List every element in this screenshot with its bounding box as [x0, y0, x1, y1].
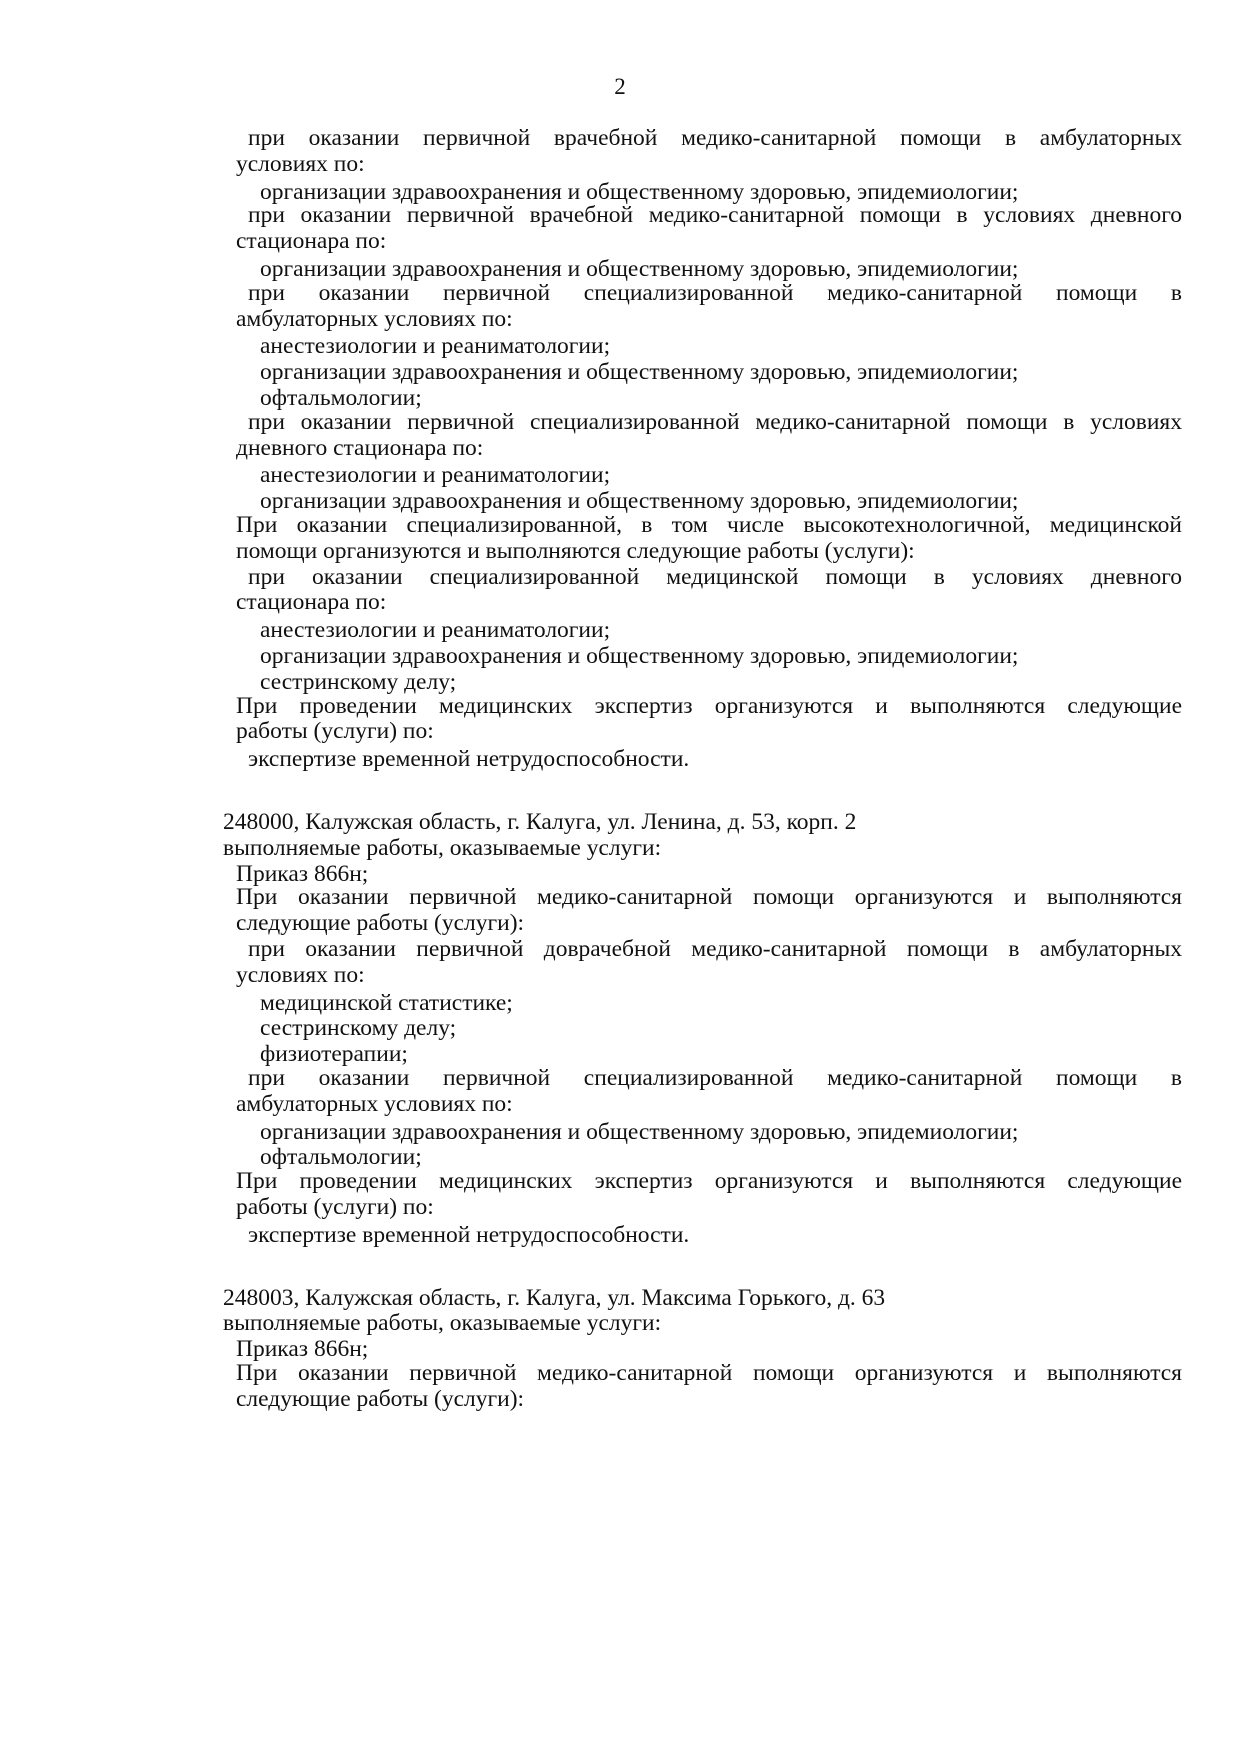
text-line: анестезиологии и реаниматологии; — [260, 333, 611, 360]
paragraph-first-line: при оказании первичной доврачебной медико-санитарной помощи в амбулаторных — [248, 936, 1182, 962]
paragraph — [236, 513, 1182, 565]
text-line: выполняемые работы, оказываемые услуги: — [223, 1310, 662, 1337]
paragraph-continuation: работы (услуги) по: — [236, 718, 434, 745]
paragraph — [236, 565, 1182, 617]
text-line: экспертизе временной нетрудоспособности. — [248, 746, 690, 773]
paragraph — [236, 410, 1182, 462]
text-line: организации здравоохранения и общественному здоровью, эпидемиологии; — [260, 178, 1019, 205]
paragraph-continuation: стационара по: — [236, 228, 387, 255]
text-line: анестезиологии и реаниматологии; — [260, 462, 611, 489]
text-line: Приказ 866н; — [236, 1336, 369, 1363]
paragraph-continuation: следующие работы (услуги): — [236, 1385, 525, 1412]
page-number: 2 — [614, 74, 626, 99]
paragraph-first-line: при оказании специализированной медицинской помощи в условиях дневного — [248, 563, 1182, 590]
paragraph — [236, 1361, 1182, 1413]
text-line: сестринскому делу; — [260, 1015, 457, 1042]
paragraph-continuation: условиях по: — [236, 961, 365, 988]
text-line: 248000, Калужская область, г. Калуга, ул. Ленина, д. 53, корп. 2 — [223, 809, 857, 835]
text-line: организации здравоохранения и общественному здоровью, эпидемиологии; — [260, 643, 1019, 669]
paragraph — [236, 1169, 1182, 1221]
paragraph-first-line: при оказании первичной врачебной медико-санитарной помощи в амбулаторных — [248, 125, 1182, 151]
paragraph-continuation: амбулаторных условиях по: — [236, 1090, 513, 1117]
paragraph-first-line: при оказании первичной специализированной медико-санитарной помощи в условиях — [248, 408, 1182, 435]
paragraph-continuation: работы (услуги) по: — [236, 1193, 434, 1220]
paragraph-continuation: помощи организуются и выполняются следующие работы (услуги): — [236, 537, 915, 564]
paragraph-first-line: При оказании первичной медико-санитарной помощи организуются и выполняются — [236, 884, 1182, 911]
paragraph — [236, 694, 1182, 746]
text-line: офтальмологии; — [260, 385, 422, 411]
paragraph — [236, 281, 1182, 333]
paragraph-first-line: при оказании первичной специализированной медико-санитарной помощи в — [248, 279, 1182, 306]
text-line: физиотерапии; — [260, 1041, 408, 1068]
text-line: сестринскому делу; — [260, 668, 457, 695]
paragraph — [236, 885, 1182, 937]
paragraph-first-line: при оказании первичной врачебной медико-санитарной помощи в условиях дневного — [248, 202, 1182, 229]
paragraph-first-line: При оказании первичной медико-санитарной помощи организуются и выполняются — [236, 1360, 1182, 1386]
paragraph — [236, 203, 1182, 255]
text-line: Приказ 866н; — [236, 860, 369, 887]
paragraph — [236, 1066, 1182, 1118]
text-line: организации здравоохранения и общественному здоровью, эпидемиологии; — [260, 1118, 1019, 1145]
paragraph — [236, 126, 1182, 178]
paragraph-first-line: При проведении медицинских экспертиз организуются и выполняются следующие — [236, 1168, 1182, 1195]
text-line: анестезиологии и реаниматологии; — [260, 617, 611, 644]
paragraph-first-line: при оказании первичной специализированной медико-санитарной помощи в — [248, 1065, 1182, 1091]
text-line: организации здравоохранения и общественному здоровью, эпидемиологии; — [260, 488, 1019, 515]
paragraph-continuation: стационара по: — [236, 589, 387, 616]
paragraph-continuation: амбулаторных условиях по: — [236, 305, 513, 332]
text-line: организации здравоохранения и общественному здоровью, эпидемиологии; — [260, 256, 1019, 282]
text-line: офтальмологии; — [260, 1144, 422, 1171]
paragraph — [236, 937, 1182, 989]
text-line: выполняемые работы, оказываемые услуги: — [223, 834, 662, 861]
paragraph-continuation: дневного стационара по: — [236, 434, 484, 461]
paragraph-continuation: условиях по: — [236, 150, 365, 177]
paragraph-continuation: следующие работы (услуги): — [236, 910, 525, 937]
text-line: медицинской статистике; — [260, 989, 513, 1016]
text-line: экспертизе временной нетрудоспособности. — [248, 1221, 690, 1248]
text-line: 248003, Калужская область, г. Калуга, ул. Максима Горького, д. 63 — [223, 1284, 886, 1311]
paragraph-first-line: При оказании специализированной, в том числе высокотехнологичной, медицинской — [236, 512, 1182, 538]
paragraph-first-line: При проведении медицинских экспертиз организуются и выполняются следующие — [236, 692, 1182, 719]
text-line: организации здравоохранения и общественному здоровью, эпидемиологии; — [260, 359, 1019, 386]
